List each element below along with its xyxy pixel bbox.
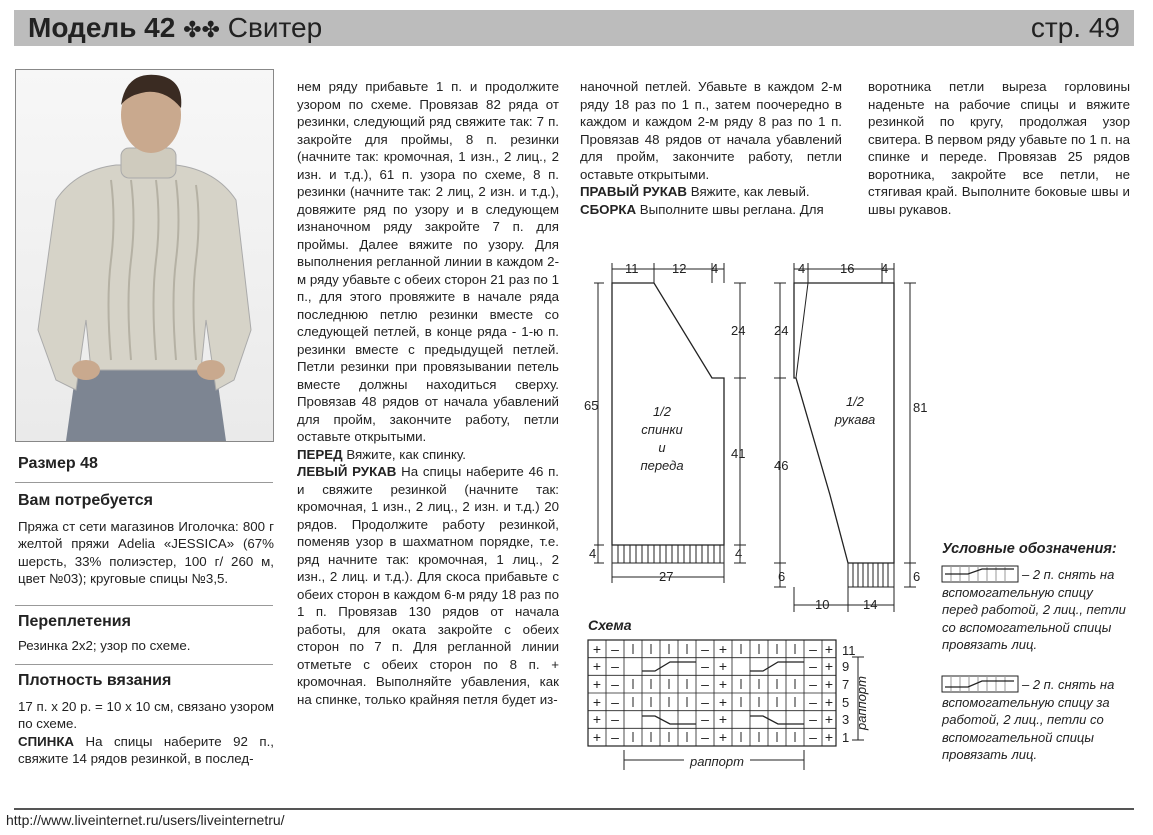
- svg-text:+: +: [592, 711, 602, 727]
- legend-item-1: [942, 566, 1132, 654]
- svg-text:–: –: [611, 729, 619, 745]
- svg-text:+: +: [718, 658, 728, 674]
- p1-label-3: и: [658, 440, 666, 455]
- right-sleeve-label: ПРАВЫЙ РУКАВ: [580, 184, 688, 199]
- svg-text:+: +: [592, 729, 602, 745]
- legend-title: Условные обозначения:: [942, 541, 1117, 557]
- svg-text:–: –: [809, 658, 817, 674]
- density-heading: Плотность вязания: [18, 672, 172, 689]
- p1-label-1: 1/2: [652, 404, 672, 419]
- svg-text:+: +: [824, 729, 834, 745]
- p1-label-2: спинки: [641, 422, 683, 437]
- svg-text:+: +: [592, 658, 602, 674]
- p1-right-bottom: 4: [735, 546, 743, 561]
- svg-text:–: –: [611, 658, 619, 674]
- p1-left-total: 65: [584, 398, 599, 413]
- size-heading: Размер 48: [18, 455, 98, 472]
- p1-top-left: 11: [625, 261, 639, 276]
- p2-right-total: 81: [913, 400, 928, 415]
- row-5: 5: [842, 695, 850, 710]
- p1-label-4: переда: [640, 458, 684, 473]
- p2-bottom-left: 10: [815, 597, 830, 612]
- left-sleeve-label: ЛЕВЫЙ РУКАВ: [297, 464, 397, 479]
- row-7: 7: [842, 677, 850, 692]
- svg-text:+: +: [824, 694, 834, 710]
- svg-text:–: –: [701, 711, 709, 727]
- svg-text:–: –: [701, 729, 709, 745]
- model-number: Модель 42: [28, 12, 176, 43]
- svg-text:+: +: [824, 711, 834, 727]
- front-text: Вяжите, как спинку.: [342, 446, 466, 462]
- svg-text:–: –: [701, 694, 709, 710]
- svg-text:–: –: [701, 658, 709, 674]
- materials-heading: Вам потребуется: [18, 492, 153, 509]
- row-3: 3: [842, 712, 850, 727]
- svg-text:+: +: [824, 658, 834, 674]
- svg-text:–: –: [809, 694, 817, 710]
- scheme-bottom-label: раппорт: [690, 754, 744, 769]
- p1-right-lower: 41: [731, 446, 746, 461]
- svg-text:+: +: [718, 676, 728, 692]
- p2-top-right: 4: [881, 261, 889, 276]
- svg-text:–: –: [611, 711, 619, 727]
- materials-text: Пряжа ст сети магазинов Иголочка: 800 г желтой пряжи Adelia «JESSICA» (67% шерсть, 33% полиэстер, 100 г/ 260 м, цвет №03); круговые спицы №3,5.: [18, 518, 274, 586]
- ribbing-1: [612, 545, 724, 563]
- weave-heading: Переплетения: [18, 613, 131, 630]
- svg-text:–: –: [701, 676, 709, 692]
- assembly-text: Выполните швы реглана. Для: [636, 201, 824, 217]
- svg-text:+: +: [824, 676, 834, 692]
- right-sleeve-text: Вяжите, как левый.: [687, 184, 810, 199]
- p1-top-right: 4: [711, 261, 719, 276]
- weave-text: Резинка 2х2; узор по схеме.: [18, 637, 191, 653]
- svg-text:–: –: [809, 729, 817, 745]
- svg-text:–: –: [701, 641, 709, 657]
- svg-text:+: +: [718, 729, 728, 745]
- p2-bottom-right: 14: [863, 597, 878, 612]
- svg-text:+: +: [592, 641, 602, 657]
- p2-right-bottom: 6: [913, 569, 921, 584]
- back-text: На спицы наберите 92 п., свяжите 14 рядов резинкой, в послед-: [18, 733, 274, 766]
- density-text: 17 п. х 20 р. = 10 х 10 см, связано узором по схеме.: [18, 698, 274, 731]
- svg-text:+: +: [824, 641, 834, 657]
- back-continued: нем ряду прибавьте 1 п. и продолжите узором по схеме. Провязав 82 ряда от резинки, следующий ряд свяжите так: 7 п. закройте для проймы, 8 п. резинки (начните так: кромочная, 1 изн., 2 лиц., 2 изн. и т.д.), 61 п. узора по схеме, 8 п. резинки (начните так: 2 лиц, 2 изн. и т.д.), довяжите ряд по узору и в следующем изнаночном ряду закройте 7 п. для проймы. Далее вяжите по узору. Для выполнения регланной линии в каждом 2-м ряду убавьте с обеих сторон 21 раз по 1 п., для этого провяжите в начале ряда последнюю петлю резинки вместе со следующей петлей, в конце ряда - 1-ю п. резинки вместе с предыдущей петлей. Петли резинки при провязывании петель вместе должны находиться сверху. Провязав 48 рядов от начала убавлений для пройм, закончите работу, петли оставьте открытыми.: [297, 79, 559, 444]
- p2-left-bottom: 6: [778, 569, 786, 584]
- p1-right-upper: 24: [731, 323, 746, 338]
- svg-text:–: –: [611, 676, 619, 692]
- p2-label-1: 1/2: [845, 394, 865, 409]
- svg-text:+: +: [718, 711, 728, 727]
- legend-item-2: [942, 676, 1132, 764]
- p1-bottom: 27: [659, 569, 674, 584]
- row-9: 9: [842, 659, 850, 674]
- ribbing-2: [848, 563, 894, 587]
- row-1: 1: [842, 730, 850, 745]
- assembly-continued: воротника петли выреза горловины наденьте на рабочие спицы и вяжите резинкой по кругу, продолжая узор свитера. В первом ряду убавьте по 1 п. на спинке и переде. Провязав 25 рядов воротника, закройте все петли, не стягивая край. Выполните боковые швы и швы рукавов.: [868, 79, 1130, 217]
- page-number: стр. 49: [1030, 12, 1120, 43]
- left-sleeve-text: На спицы наберите 46 п. и свяжите резинкой (начните так: кромочная, 1 изн., 2 лиц., 2 изн. и т.д.) 20 рядов. Продолжите работу резинкой, поменяв узор в шахматном порядке, т.е. ряд начните так: кромочная, 1 лиц., 2 изн., 2 лиц. и т.д.). Для скоса прибавьте с обеих сторон в каждом 6-м ряду 18 раз по 1 п. Провязав 130 рядов от начала работы, для оката закройте с обеих сторон по 7 п. Для регланной линии отметьте с обеих сторон по 8 п. + кромочная. Выполняйте убавления, как на спинке, только крайняя петля будет из-: [297, 464, 559, 707]
- p2-top-mid: 16: [840, 261, 855, 276]
- assembly-label: СБОРКА: [580, 201, 637, 217]
- svg-text:–: –: [611, 641, 619, 657]
- svg-text:–: –: [611, 694, 619, 710]
- legend-title-block: [942, 541, 1137, 559]
- row-11: 11: [842, 643, 856, 658]
- back-label: СПИНКА: [18, 733, 75, 749]
- svg-text:–: –: [809, 711, 817, 727]
- front-label: ПЕРЕД: [297, 446, 343, 462]
- footer-url[interactable]: http://www.liveinternet.ru/users/liveinternetru/: [6, 812, 285, 828]
- svg-text:–: –: [809, 676, 817, 692]
- ornament-icon: ✤✤: [183, 17, 220, 42]
- p1-left-bottom: 4: [589, 546, 597, 561]
- svg-text:–: –: [809, 641, 817, 657]
- p2-left-upper: 24: [774, 323, 789, 338]
- legend-item-2-text: – 2 п. снять на вспомогательную спицу за работой, 2 лиц., петли со вспомогательной спицы провязать лиц.: [942, 677, 1115, 762]
- svg-text:+: +: [718, 694, 728, 710]
- svg-text:+: +: [592, 676, 602, 692]
- p2-label-2: рукава: [834, 412, 876, 427]
- svg-text:+: +: [718, 641, 728, 657]
- p2-top-left: 4: [798, 261, 806, 276]
- garment-title: Свитер: [227, 12, 323, 43]
- left-sleeve-continued: наночной петлей. Убавьте в каждом 2-м ряду 18 раз по 1 п., затем поочередно в каждом и каждом 2-м ряду 8 раз по 1 п. Провязав 48 рядов от начала убавлений для пройм, закончите работу, петли оставьте открытыми.: [580, 79, 842, 182]
- p1-top-mid: 12: [672, 261, 687, 276]
- p2-left-lower: 46: [774, 458, 789, 473]
- scheme-side-label: раппорт: [854, 676, 869, 730]
- legend-item-1-text: – 2 п. снять на вспомогательную спицу перед работой, 2 лиц., петли со вспомогательной спицы провязать лиц.: [942, 567, 1126, 652]
- scheme-grid: [588, 640, 836, 746]
- scheme-title: Схема: [588, 617, 632, 633]
- svg-text:+: +: [592, 694, 602, 710]
- footer-rule: [14, 808, 1134, 810]
